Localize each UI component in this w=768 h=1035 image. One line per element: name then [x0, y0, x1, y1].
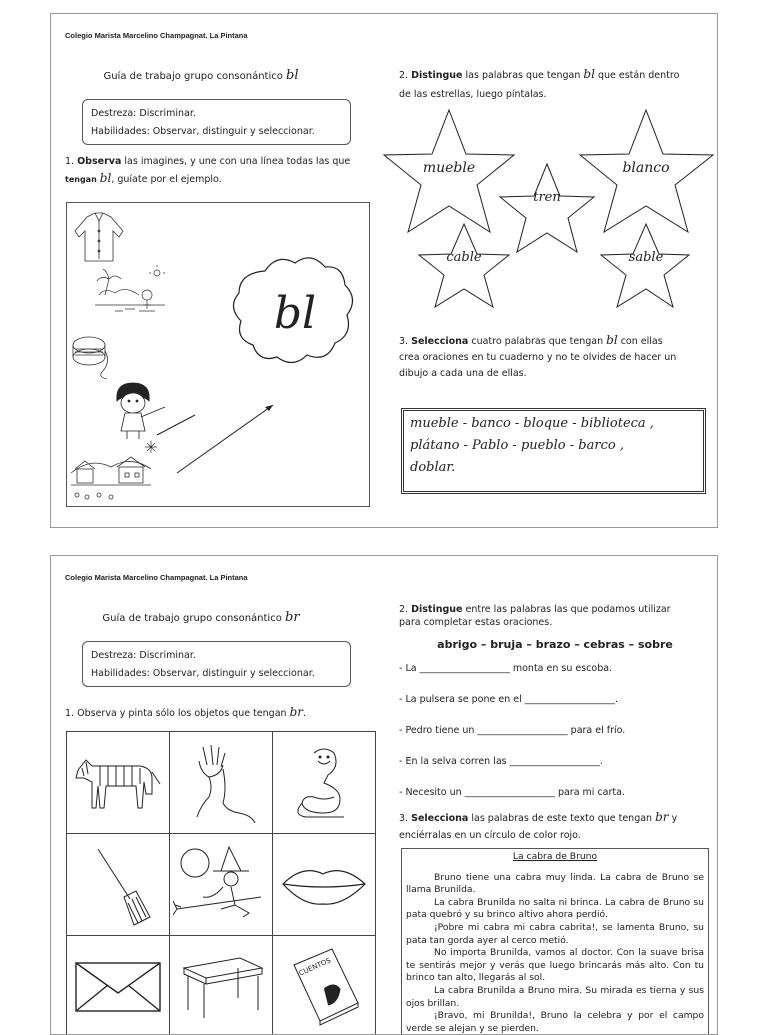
q1-end: , guíate por el ejemplo.: [111, 174, 221, 185]
word-list: abrigo – bruja – brazo – cebras – sobre: [399, 638, 711, 651]
story-paragraph: Bruno tiene una cabra muy linda. La cabra de Bruno se llama Brunilda.: [406, 872, 704, 897]
envelope-icon: [72, 957, 164, 1017]
q3-line3: dibujo a cada una de ellas.: [399, 368, 527, 379]
village-icon: [71, 457, 151, 499]
question-1: [65, 704, 370, 722]
q3-line2: enciérralas en un círculo de color rojo.: [399, 830, 581, 841]
table-icon: [176, 952, 266, 1022]
page-title: [71, 68, 331, 83]
q3-verb: Selecciona: [411, 813, 468, 824]
q3-line2: crea oraciones en tu cuaderno y no te olvides de hacer un: [399, 352, 676, 363]
q2-verb: Distingue: [411, 604, 462, 615]
q1-group: bl: [100, 171, 112, 185]
question-2: [399, 66, 709, 106]
question-2: [399, 603, 709, 629]
grid-cell[interactable]: [170, 834, 273, 936]
story-paragraph: La cabra Brunilda no salta ni brinca. La cabra de Bruno su pata quebró y su brinco altivo ahora perdió.: [406, 897, 704, 922]
grid-cell[interactable]: [273, 732, 376, 834]
witch-icon: [173, 843, 269, 927]
q2-text: las palabras que tengan: [466, 70, 581, 81]
matching-drawing: [67, 203, 369, 506]
question-3: [399, 332, 711, 382]
word-box-line-3: doblar.: [410, 457, 697, 479]
star-word-4: cable: [429, 250, 499, 265]
broom-icon: [78, 843, 158, 927]
q1-text: Observa y pinta sólo los objetos que tengan: [77, 708, 286, 719]
grid-cell[interactable]: [67, 936, 170, 1035]
cobra-icon: [284, 743, 364, 823]
q1-text: las imagines, y une con una línea todas las que: [124, 156, 350, 167]
question-1: [65, 154, 370, 188]
sentence-3: - Pedro tiene un ___________________ para el frío.: [399, 725, 625, 736]
question-3: [399, 809, 711, 844]
grid-cell[interactable]: [170, 732, 273, 834]
star-word-2: blanco: [606, 160, 686, 176]
q3-verb: Selecciona: [411, 336, 468, 347]
sentence-1: - La ___________________ monta en su escoba.: [399, 663, 612, 674]
example-arrow: [177, 405, 273, 473]
lips-icon: [279, 860, 369, 910]
q2-text2: que están dentro: [598, 70, 679, 81]
word-box: [401, 408, 706, 494]
q1-tengan: tengan: [65, 175, 97, 184]
sparkle-icon: [145, 441, 157, 453]
story-paragraph: La cabra Brunilda a Bruno mira. Su mirada es tierna y sus ojos brillan.: [406, 985, 704, 1010]
q3-group: bl: [606, 333, 618, 347]
q2-line2: para completar estas oraciones.: [399, 617, 552, 628]
beach-scene-icon: [95, 265, 165, 311]
q2-group: bl: [583, 67, 595, 81]
q2-number: 2.: [399, 604, 408, 615]
objects-grid: [66, 731, 376, 1035]
grid-cell[interactable]: [67, 732, 170, 834]
grid-cell[interactable]: [170, 936, 273, 1035]
q1-verb: Observa: [77, 156, 121, 167]
school-name: Colegio Marista Marcelino Champagnat. La Pintana: [65, 31, 248, 40]
spool-icon: [73, 337, 108, 379]
zebra-icon: [70, 748, 166, 818]
worksheet-page-bl: [50, 13, 718, 528]
q3-number: 3.: [399, 336, 408, 347]
grid-cell[interactable]: [273, 936, 376, 1035]
star-labels: [381, 106, 718, 311]
story-box: [401, 848, 709, 1035]
title-group: br: [285, 610, 300, 625]
q1-group: br: [290, 705, 303, 719]
q2-verb: Distingue: [411, 70, 462, 81]
grid-cell[interactable]: [67, 834, 170, 936]
title-text: Guía de trabajo grupo consonántico: [103, 71, 282, 82]
grid-cell[interactable]: [273, 834, 376, 936]
q2-number: 2.: [399, 70, 408, 81]
q3-text: cuatro palabras que tengan: [471, 336, 603, 347]
q1-end: .: [303, 708, 306, 719]
page-title: [71, 610, 331, 625]
title-text: Guía de trabajo grupo consonántico: [102, 613, 281, 624]
matching-frame: [66, 202, 370, 507]
q3-text2: y: [672, 813, 678, 824]
example-line-1: [157, 415, 195, 435]
book-icon: [284, 947, 364, 1027]
sentence-2: - La pulsera se pone en el ___________________.: [399, 694, 618, 705]
title-group: bl: [286, 68, 298, 83]
book-label: CUENTOS: [298, 956, 332, 977]
q3-text: las palabras de este texto que tengan: [471, 813, 652, 824]
sentence-4: - En la selva corren las ___________________.: [399, 756, 603, 767]
cloud-text: bl: [259, 289, 331, 339]
destreza-text: Destreza: Discriminar.: [91, 646, 342, 666]
q3-text2: con ellas: [621, 336, 663, 347]
star-word-1: mueble: [409, 160, 489, 176]
destreza-text: Destreza: Discriminar.: [91, 104, 342, 124]
star-word-5: sable: [611, 250, 681, 265]
q2-text: entre las palabras las que podamos utilizar: [466, 604, 671, 615]
q3-number: 3.: [399, 813, 408, 824]
school-name: Colegio Marista Marcelino Champagnat. La Pintana: [65, 573, 248, 582]
q1-number: 1.: [65, 708, 74, 719]
story-paragraph: ¡Bravo, mi Brunilda!, Bruno la celebra y por el campo verde se alejan y se pierden.: [406, 1010, 704, 1035]
habilidades-text: Habilidades: Observar, distinguir y seleccionar.: [91, 664, 342, 684]
story-title: La cabra de Bruno: [406, 851, 704, 864]
sentence-5: - Necesito un ___________________ para mi carta.: [399, 787, 625, 798]
skills-box: [82, 99, 351, 145]
star-word-3: tren: [517, 190, 577, 205]
story-paragraph: ¡Pobre mi cabra mi cabra cabrita!, se lamenta Bruno, su pata tan gorda ayer al cerco metió.: [406, 922, 704, 947]
skills-box: [82, 641, 351, 687]
q3-group: br: [655, 810, 668, 824]
habilidades-text: Habilidades: Observar, distinguir y seleccionar.: [91, 122, 342, 142]
arm-icon: [173, 743, 269, 823]
word-box-line-1: mueble - banco - bloque - biblioteca ,: [410, 413, 697, 435]
word-box-line-2: plátano - Pablo - pueblo - barco ,: [410, 435, 697, 457]
girl-icon: [117, 383, 165, 439]
q2-line2: de las estrellas, luego píntalas.: [399, 89, 547, 100]
q1-number: 1.: [65, 156, 74, 167]
worksheet-page-br: [50, 555, 718, 1035]
blouse-icon: [75, 213, 123, 261]
story-paragraph: No importa Brunilda, vamos al doctor. Con la suave brisa te sentirás mejor y verás que luego brincarás más alto. Con tu brinco tan alto, llegarás al sol.: [406, 947, 704, 985]
